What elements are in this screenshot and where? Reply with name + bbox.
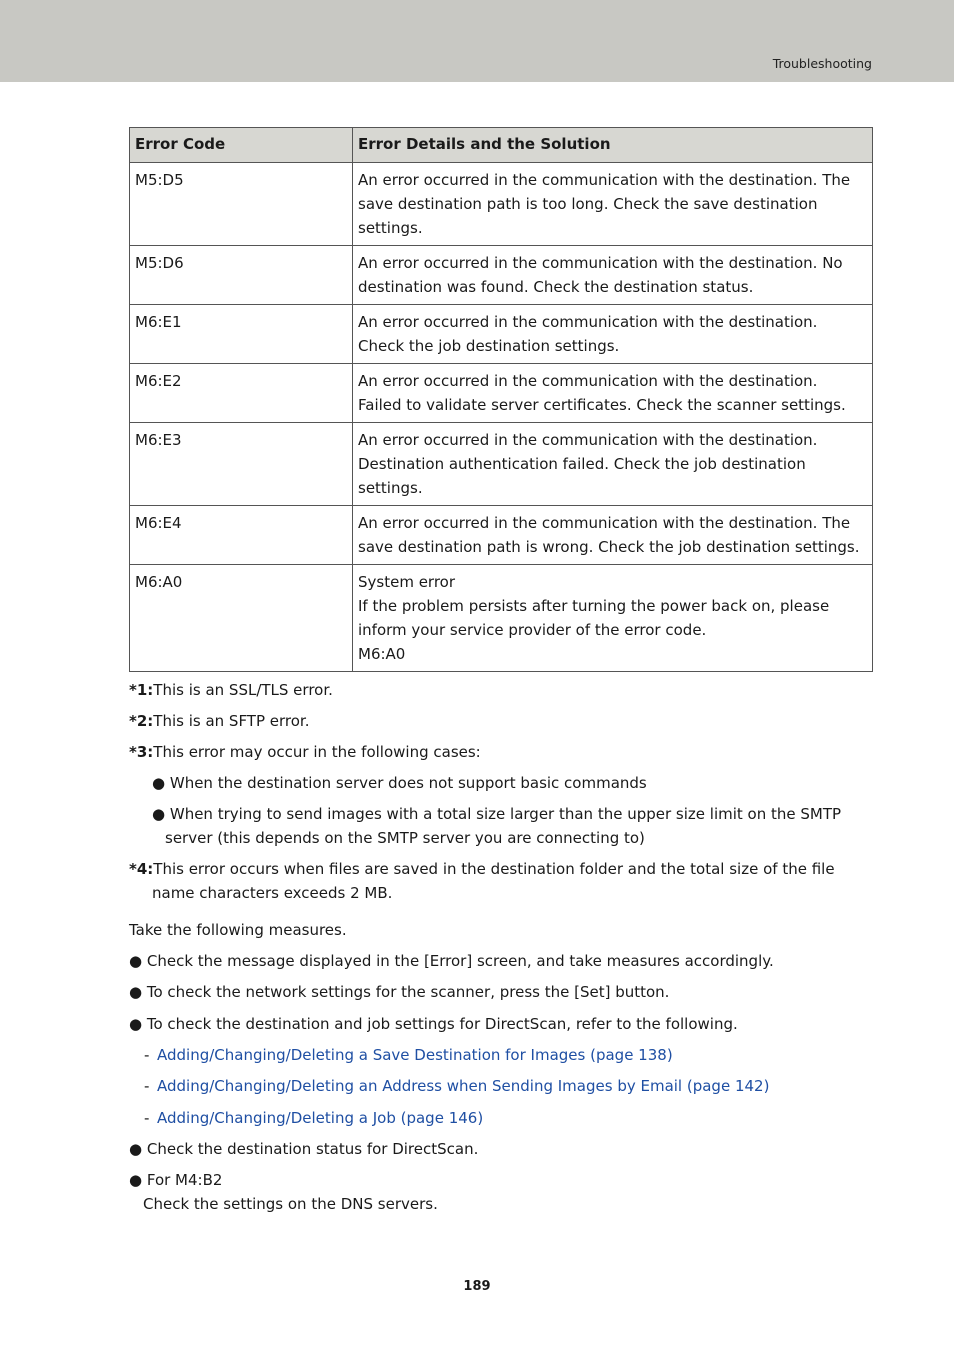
error-code-cell: M6:E1 xyxy=(130,305,353,364)
footnote-2 xyxy=(129,709,310,733)
detail-line: An error occurred in the communication with the destination. xyxy=(358,431,818,449)
detail-line: settings. xyxy=(358,479,423,497)
footnote-text: This error may occur in the following cases: xyxy=(153,743,481,761)
footnote-3 xyxy=(129,740,481,764)
error-code-cell: M6:A0 xyxy=(130,565,353,672)
table-row xyxy=(130,364,873,423)
link-save-destination[interactable]: Adding/Changing/Deleting a Save Destination for Images (page 138) xyxy=(157,1046,673,1064)
detail-line: save destination path is wrong. Check the job destination settings. xyxy=(358,538,860,556)
measure-bullet: ● Check the destination status for DirectScan. xyxy=(129,1140,479,1158)
detail-line: destination was found. Check the destination status. xyxy=(358,278,754,296)
measure-bullet-continuation: Check the settings on the DNS servers. xyxy=(143,1195,438,1213)
link-dash: - xyxy=(144,1109,150,1127)
footnote-1 xyxy=(129,678,333,702)
error-details-cell xyxy=(353,565,873,672)
detail-line: M6:A0 xyxy=(358,645,406,663)
footnote-4 xyxy=(129,857,835,881)
error-details-cell xyxy=(353,506,873,565)
detail-line: save destination path is too long. Check the save destination xyxy=(358,195,818,213)
link-address-email[interactable]: Adding/Changing/Deleting an Address when Sending Images by Email (page 142) xyxy=(157,1077,770,1095)
footnote-3-bullet: ● When trying to send images with a total size larger than the upper size limit on the SMTP xyxy=(152,805,842,823)
detail-line: An error occurred in the communication with the destination. The xyxy=(358,514,851,532)
table-row xyxy=(130,506,873,565)
footnote-text: This is an SSL/TLS error. xyxy=(153,681,333,699)
table-row xyxy=(130,163,873,246)
link-dash: - xyxy=(144,1077,150,1095)
page-number: 189 xyxy=(463,1279,491,1294)
error-details-cell xyxy=(353,364,873,423)
measures-intro: Take the following measures. xyxy=(129,921,347,939)
link-job[interactable]: Adding/Changing/Deleting a Job (page 146) xyxy=(157,1109,484,1127)
page-header-band xyxy=(0,0,954,82)
error-code-cell: M5:D5 xyxy=(130,163,353,246)
link-dash: - xyxy=(144,1046,150,1064)
error-code-cell: M6:E4 xyxy=(130,506,353,565)
detail-line: Destination authentication failed. Check the job destination xyxy=(358,455,806,473)
table-row xyxy=(130,246,873,305)
detail-line: An error occurred in the communication with the destination. xyxy=(358,313,818,331)
detail-line: settings. xyxy=(358,219,423,237)
section-title: Troubleshooting xyxy=(772,56,872,71)
error-code-cell: M5:D6 xyxy=(130,246,353,305)
detail-line: inform your service provider of the error code. xyxy=(358,621,707,639)
column-header-details: Error Details and the Solution xyxy=(353,128,873,163)
error-details-cell xyxy=(353,246,873,305)
footnote-text: This error occurs when files are saved in the destination folder and the total size of the file xyxy=(153,860,835,878)
footnote-mark: *1: xyxy=(129,681,154,699)
footnote-text: This is an SFTP error. xyxy=(153,712,310,730)
detail-line: An error occurred in the communication with the destination. The xyxy=(358,171,851,189)
error-details-cell xyxy=(353,163,873,246)
detail-line: System error xyxy=(358,573,456,591)
detail-line: Check the job destination settings. xyxy=(358,337,620,355)
table-row xyxy=(130,305,873,364)
measure-bullet: ● Check the message displayed in the [Error] screen, and take measures accordingly. xyxy=(129,952,774,970)
measure-bullet: ● To check the network settings for the scanner, press the [Set] button. xyxy=(129,983,670,1001)
error-code-table xyxy=(129,127,873,672)
detail-line: If the problem persists after turning the power back on, please xyxy=(358,597,830,615)
error-code-cell: M6:E2 xyxy=(130,364,353,423)
table-header-row xyxy=(130,128,873,163)
column-header-error-code: Error Code xyxy=(130,128,353,163)
footnote-mark: *4: xyxy=(129,860,154,878)
measure-bullet: ● For M4:B2 xyxy=(129,1171,223,1189)
error-details-cell xyxy=(353,423,873,506)
error-details-cell xyxy=(353,305,873,364)
table-row xyxy=(130,565,873,672)
footnote-3-bullet: ● When the destination server does not support basic commands xyxy=(152,774,647,792)
detail-line: Failed to validate server certificates. Check the scanner settings. xyxy=(358,396,846,414)
measure-bullet: ● To check the destination and job settings for DirectScan, refer to the following. xyxy=(129,1015,738,1033)
error-code-cell: M6:E3 xyxy=(130,423,353,506)
footnote-mark: *2: xyxy=(129,712,154,730)
footnote-3-bullet-continuation: server (this depends on the SMTP server you are connecting to) xyxy=(165,829,645,847)
footnote-4-continuation: name characters exceeds 2 MB. xyxy=(152,884,393,902)
detail-line: An error occurred in the communication with the destination. No xyxy=(358,254,843,272)
footnote-mark: *3: xyxy=(129,743,154,761)
detail-line: An error occurred in the communication with the destination. xyxy=(358,372,818,390)
table-row xyxy=(130,423,873,506)
